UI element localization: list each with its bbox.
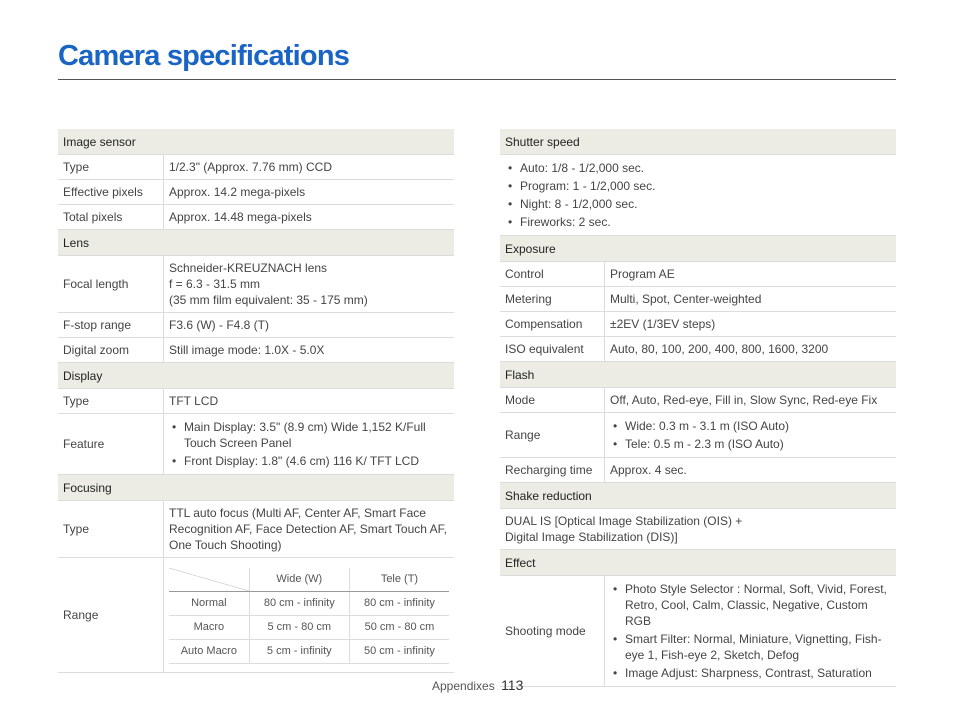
section-display: [58, 363, 454, 389]
page-title: Camera specifications: [58, 40, 350, 72]
section-lens: [58, 230, 454, 256]
spec-row: [58, 389, 454, 414]
range-mode: Auto Macro: [169, 640, 249, 664]
spec-value: Multi, Spot, Center-weighted: [605, 287, 897, 312]
focal-length-line: (35 mm film equivalent: 35 - 175 mm): [169, 293, 368, 307]
spec-value: Approx. 4 sec.: [605, 458, 897, 483]
bullet-list: [610, 418, 891, 452]
bullet-item: • Wide: 0.3 m - 3.1 m (ISO Auto): [610, 418, 891, 434]
spec-value: [164, 414, 455, 475]
bullet-item: • Smart Filter: Normal, Miniature, Vignetting, Fish-eye 1, Fish-eye 2, Sketch, Defog: [610, 631, 891, 663]
spec-label: Digital zoom: [58, 338, 164, 363]
section-header: Shake reduction: [500, 483, 896, 509]
spec-value: 1/2.3" (Approx. 7.76 mm) CCD: [164, 155, 455, 180]
spec-row: [500, 312, 896, 337]
spec-label: Type: [58, 501, 164, 558]
spec-value: F3.6 (W) - F4.8 (T): [164, 313, 455, 338]
bullet-item: • Tele: 0.5 m - 2.3 m (ISO Auto): [610, 436, 891, 452]
spec-table-right: [500, 129, 896, 687]
spec-label: ISO equivalent: [500, 337, 605, 362]
section-header: Image sensor: [58, 129, 454, 155]
shake-line: Digital Image Stabilization (DIS)]: [505, 530, 678, 544]
spec-label: Range: [500, 413, 605, 458]
spec-value: [500, 155, 896, 236]
title-rule: [58, 79, 896, 80]
focal-length-line: f = 6.3 - 31.5 mm: [169, 277, 261, 291]
spec-row: [58, 313, 454, 338]
spec-row-focal-length: [58, 256, 454, 313]
section-focusing: [58, 475, 454, 501]
spec-label: Compensation: [500, 312, 605, 337]
spec-value: Still image mode: 1.0X - 5.0X: [164, 338, 455, 363]
shake-line: DUAL IS [Optical Image Stabilization (OIS) +: [505, 514, 743, 528]
section-shake-reduction: [500, 483, 896, 509]
section-effect: [500, 550, 896, 576]
spec-label: Type: [58, 389, 164, 414]
focus-range-table: [169, 568, 449, 664]
spec-row: [500, 262, 896, 287]
range-col-header: Wide (W): [249, 568, 349, 592]
range-row: [169, 592, 449, 616]
spec-label: Total pixels: [58, 205, 164, 230]
range-header-row: [169, 568, 449, 592]
section-exposure: [500, 236, 896, 262]
range-wide: 5 cm - infinity: [249, 640, 349, 664]
spec-table-left: [58, 129, 454, 673]
bullet-list: [169, 419, 449, 469]
section-image-sensor: [58, 129, 454, 155]
spec-row: [500, 337, 896, 362]
section-header: Shutter speed: [500, 129, 896, 155]
range-row: [169, 616, 449, 640]
spec-value: Approx. 14.48 mega-pixels: [164, 205, 455, 230]
spec-value: [500, 509, 896, 550]
spec-row: [58, 180, 454, 205]
spec-value: TTL auto focus (Multi AF, Center AF, Smart Face Recognition AF, Face Detection AF, Smart Touch AF, One Touch Shooting): [164, 501, 455, 558]
spec-value: ±2EV (1/3EV steps): [605, 312, 897, 337]
spec-row: [500, 287, 896, 312]
range-tele: 80 cm - infinity: [349, 592, 449, 616]
range-tele: 50 cm - 80 cm: [349, 616, 449, 640]
spec-label: F-stop range: [58, 313, 164, 338]
spec-row: [58, 205, 454, 230]
page-number: 113: [501, 677, 524, 693]
spec-label: Feature: [58, 414, 164, 475]
bullet-list: [505, 160, 891, 230]
range-col-header: Tele (T): [349, 568, 449, 592]
spec-row-shooting-mode: [500, 576, 896, 687]
focal-length-line: Schneider-KREUZNACH lens: [169, 261, 328, 275]
section-header: Display: [58, 363, 454, 389]
footer-section: Appendixes: [432, 679, 495, 693]
spec-label: Focal length: [58, 256, 164, 313]
spec-row-feature: [58, 414, 454, 475]
range-mode: Macro: [169, 616, 249, 640]
spec-row-shake: [500, 509, 896, 550]
section-header: Exposure: [500, 236, 896, 262]
section-header: Flash: [500, 362, 896, 388]
bullet-item: • Front Display: 1.8" (4.6 cm) 116 K/ TFT LCD: [169, 453, 449, 469]
spec-label: Type: [58, 155, 164, 180]
spec-value: Off, Auto, Red-eye, Fill in, Slow Sync, Red-eye Fix: [605, 388, 897, 413]
spec-row: [500, 388, 896, 413]
bullet-item: • Fireworks: 2 sec.: [505, 214, 891, 230]
spec-value: Approx. 14.2 mega-pixels: [164, 180, 455, 205]
spec-row-flash-range: [500, 413, 896, 458]
spec-value: TFT LCD: [164, 389, 455, 414]
bullet-item: • Image Adjust: Sharpness, Contrast, Saturation: [610, 665, 891, 681]
spec-value: [605, 413, 897, 458]
range-tele: 50 cm - infinity: [349, 640, 449, 664]
range-row: [169, 640, 449, 664]
section-header: Effect: [500, 550, 896, 576]
range-mode: Normal: [169, 592, 249, 616]
spec-row-focus-range: [58, 558, 454, 673]
spec-label: Control: [500, 262, 605, 287]
bullet-list: [610, 581, 891, 681]
section-shutter-speed: [500, 129, 896, 155]
spec-label: Range: [58, 558, 164, 673]
spec-label: Effective pixels: [58, 180, 164, 205]
section-flash: [500, 362, 896, 388]
spec-label: Mode: [500, 388, 605, 413]
range-wide: 80 cm - infinity: [249, 592, 349, 616]
spec-label: Metering: [500, 287, 605, 312]
spec-row: [500, 458, 896, 483]
bullet-item: • Night: 8 - 1/2,000 sec.: [505, 196, 891, 212]
section-header: Focusing: [58, 475, 454, 501]
bullet-item: • Auto: 1/8 - 1/2,000 sec.: [505, 160, 891, 176]
spec-row-shutter: [500, 155, 896, 236]
bullet-item: • Program: 1 - 1/2,000 sec.: [505, 178, 891, 194]
spec-value: [605, 576, 897, 687]
spec-value: [164, 256, 455, 313]
spec-value: Auto, 80, 100, 200, 400, 800, 1600, 3200: [605, 337, 897, 362]
spec-label: Shooting mode: [500, 576, 605, 687]
range-wide: 5 cm - 80 cm: [249, 616, 349, 640]
bullet-item: • Photo Style Selector : Normal, Soft, Vivid, Forest, Retro, Cool, Calm, Classic, Negative, Custom RGB: [610, 581, 891, 629]
spec-row: [58, 155, 454, 180]
spec-value: [164, 558, 455, 673]
spec-row: [58, 338, 454, 363]
range-corner-cell: [169, 568, 249, 592]
spec-row-focus-type: [58, 501, 454, 558]
section-header: Lens: [58, 230, 454, 256]
left-column: [58, 129, 454, 673]
spec-label: Recharging time: [500, 458, 605, 483]
right-column: [500, 129, 896, 687]
page-footer: [432, 677, 523, 693]
bullet-item: • Main Display: 3.5" (8.9 cm) Wide 1,152 K/Full Touch Screen Panel: [169, 419, 449, 451]
spec-value: Program AE: [605, 262, 897, 287]
